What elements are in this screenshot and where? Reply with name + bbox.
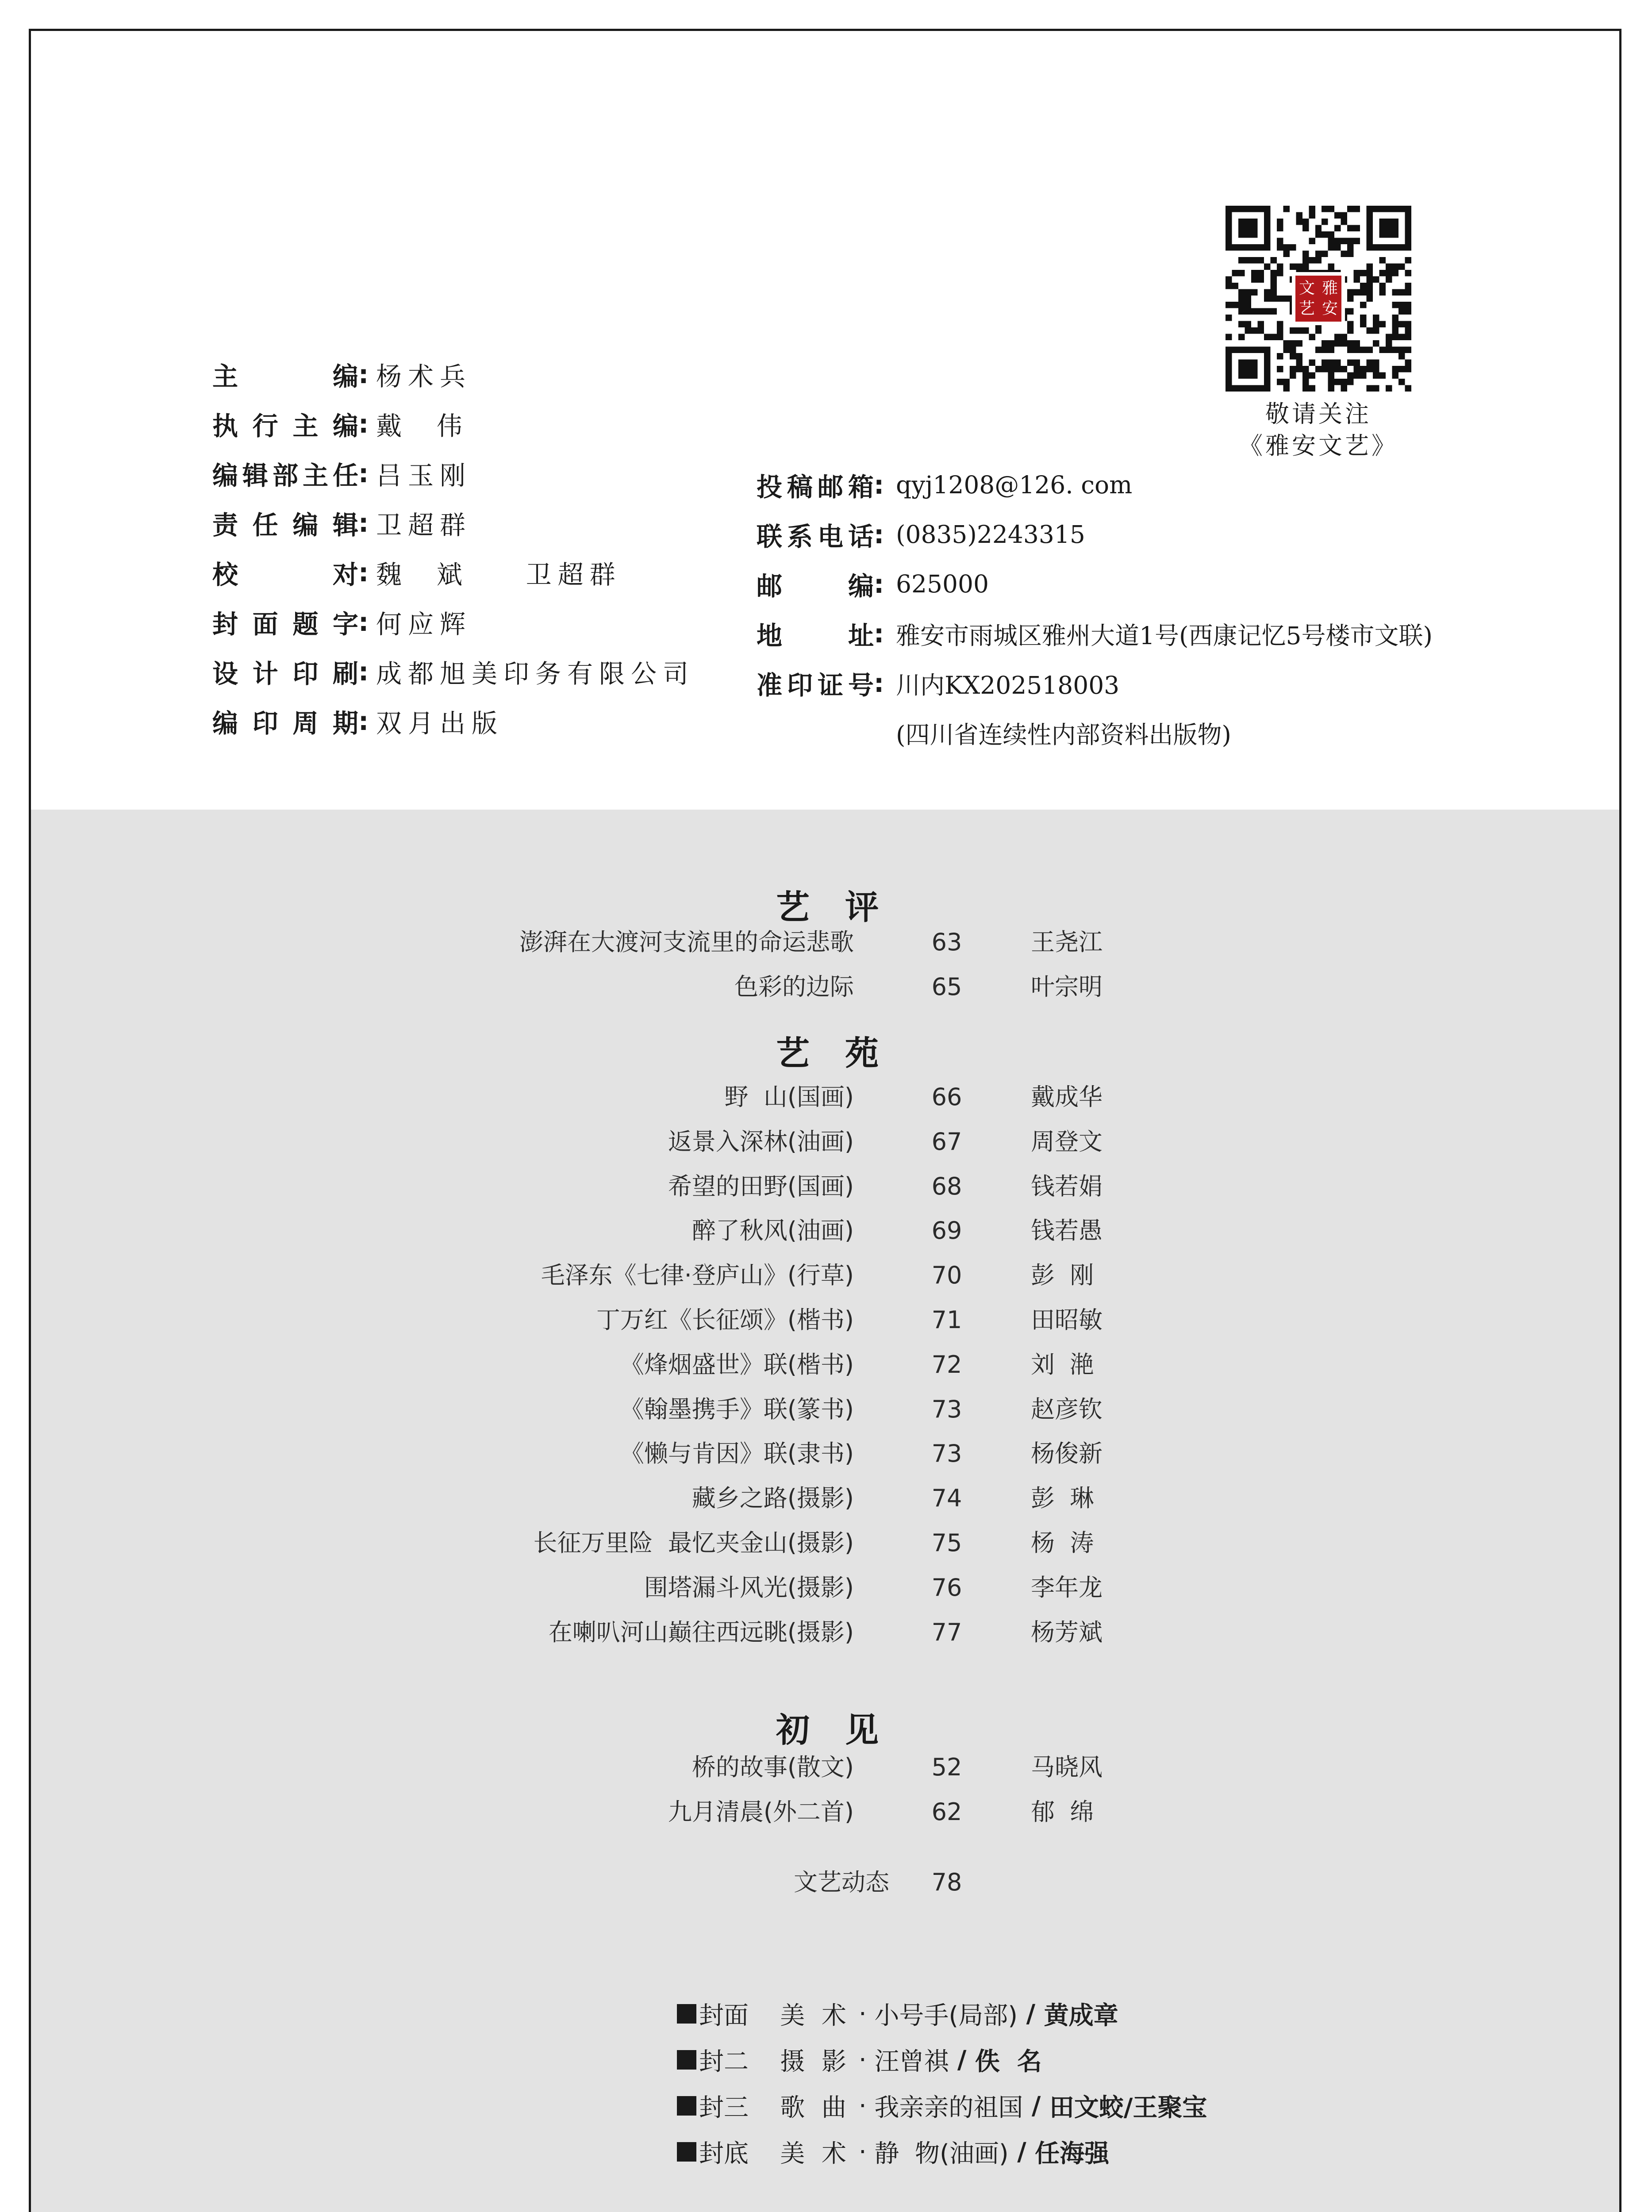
toc-entry-page: 73	[931, 1440, 962, 1468]
toc-entry-title: 《烽烟盛世》联(楷书)	[620, 1350, 854, 1379]
toc-entry-author: 叶宗明	[1031, 972, 1103, 1001]
toc-entry-author: 彭 琳	[1031, 1484, 1094, 1513]
contact-info	[757, 460, 1433, 757]
toc-entry-author: 赵彦钦	[1031, 1395, 1103, 1423]
cover-credit-row: 封底 美 术 · 静 物(油画) / 任海强	[677, 2129, 1207, 2175]
credit-label: 校 对	[212, 560, 358, 590]
logo-char: 艺	[1299, 300, 1315, 318]
toc-entry-author: 钱若愚	[1031, 1217, 1103, 1245]
cover-credits	[677, 1991, 1207, 2175]
credit-row	[212, 548, 695, 597]
contact-row	[757, 510, 1433, 559]
toc-entry-page: 68	[931, 1172, 962, 1200]
contact-value: 625000	[896, 570, 989, 598]
toc-entry-author: 杨 涛	[1031, 1529, 1094, 1557]
toc-entry[interactable]	[31, 965, 1619, 1009]
toc-entry-title: 《翰墨携手》联(篆书)	[620, 1395, 854, 1423]
toc-entry-author: 李年龙	[1031, 1573, 1103, 1601]
credit-colon: :	[358, 706, 369, 736]
credit-colon: :	[358, 409, 369, 439]
cover-work: 我亲亲的祖国	[874, 2093, 1023, 2122]
toc-entry-page: 71	[931, 1306, 962, 1334]
logo-char: 安	[1322, 300, 1338, 318]
contents-section	[31, 810, 1619, 2212]
contact-colon: :	[874, 569, 884, 599]
cover-credit-row: 封三 歌 曲 · 我亲亲的祖国 / 田文蛟/王聚宝	[677, 2083, 1207, 2129]
toc-entry[interactable]	[31, 1610, 1619, 1655]
cover-work: 汪曾祺	[874, 2047, 949, 2076]
page-frame	[29, 29, 1621, 2212]
editorial-credits	[212, 349, 695, 746]
toc-entry-page: 67	[931, 1127, 962, 1156]
toc-entry-title: 文艺动态	[794, 1868, 889, 1896]
yaan-wenyi-logo	[1292, 272, 1345, 325]
cover-position: 封面	[699, 2001, 749, 2030]
toc-entry[interactable]	[31, 920, 1619, 964]
credit-row	[212, 399, 695, 449]
credit-row	[212, 696, 695, 746]
toc-entry-page: 77	[931, 1618, 962, 1646]
toc-entry-author: 郁 绵	[1031, 1797, 1094, 1826]
toc-entry-title: 围塔漏斗风光(摄影)	[644, 1573, 854, 1601]
credit-value: 双月出版	[376, 708, 504, 738]
toc-entry-author: 杨俊新	[1031, 1440, 1103, 1468]
toc-entry-page: 73	[931, 1395, 962, 1423]
qr-code	[1226, 206, 1411, 392]
contact-row	[757, 708, 1433, 757]
credit-colon: :	[358, 458, 369, 488]
toc-entry[interactable]	[31, 1164, 1619, 1209]
credit-colon: :	[358, 508, 369, 538]
credit-label: 责 任 编 辑	[212, 510, 358, 540]
toc-entry-title: 希望的田野(国画)	[668, 1172, 854, 1200]
toc-entry-author: 周登文	[1031, 1127, 1103, 1156]
cover-position: 封底	[699, 2139, 749, 2168]
cover-category: 美 术	[780, 2139, 851, 2168]
toc-entry-author: 彭 刚	[1031, 1261, 1094, 1290]
toc-entry[interactable]	[31, 1120, 1619, 1164]
contact-value: (0835)2243315	[896, 520, 1085, 549]
contact-label: 准 印 证 号	[757, 670, 874, 700]
masthead-section	[31, 31, 1619, 810]
toc-entry[interactable]	[31, 1745, 1619, 1790]
cover-category: 美 术	[780, 2001, 851, 2030]
cover-author: 黄成章	[1044, 2001, 1118, 2030]
toc-entry-title: 九月清晨(外二首)	[668, 1797, 854, 1826]
contact-value: 雅安市雨城区雅州大道1号(西康记忆5号楼市文联)	[896, 621, 1433, 650]
credit-row	[212, 597, 695, 647]
toc-entry-wenyi-dongtai[interactable]	[31, 1860, 1619, 1905]
toc-entry-page: 70	[931, 1261, 962, 1290]
cover-credit-row: 封二 摄 影 · 汪曾祺 / 佚 名	[677, 2037, 1207, 2083]
toc-entry-page: 62	[931, 1797, 962, 1826]
toc-entry-author: 马晓风	[1031, 1753, 1103, 1781]
toc-entry-author: 王尧江	[1031, 928, 1103, 956]
square-bullet-icon	[677, 2050, 696, 2070]
toc-entry-title: 澎湃在大渡河支流里的命运悲歌	[519, 928, 854, 956]
credit-colon: :	[358, 657, 369, 687]
contact-label: 邮 编	[757, 571, 874, 601]
toc-entry-page: 74	[931, 1484, 962, 1513]
credit-row	[212, 449, 695, 498]
toc-entry[interactable]	[31, 1387, 1619, 1432]
toc-entry-author: 田昭敏	[1031, 1306, 1103, 1334]
credit-value: 何应辉	[376, 609, 472, 639]
contact-row	[757, 559, 1433, 609]
contact-colon: :	[874, 519, 884, 549]
toc-entry-title: 醉了秋风(油画)	[692, 1217, 854, 1245]
toc-entry-page: 65	[931, 972, 962, 1001]
cover-category: 摄 影	[780, 2047, 851, 2076]
toc-entry[interactable]	[31, 1476, 1619, 1521]
credit-label: 编 印 周 期	[212, 708, 358, 738]
contact-value: 川内KX202518003	[896, 671, 1120, 699]
toc-entry-page: 52	[931, 1753, 962, 1781]
toc-entry-author: 戴成华	[1031, 1083, 1103, 1111]
logo-char: 雅	[1322, 279, 1338, 297]
credit-row	[212, 647, 695, 696]
toc-section-title: 艺评	[776, 887, 914, 927]
toc-entry-title: 《懒与肯因》联(隶书)	[620, 1440, 854, 1468]
contact-value: (四川省连续性内部资料出版物)	[896, 720, 1231, 749]
toc-entry-author: 杨芳斌	[1031, 1618, 1103, 1646]
contact-row	[757, 658, 1433, 708]
toc-entry[interactable]	[31, 1343, 1619, 1387]
qr-caption-line2: 《雅安文艺》	[1239, 432, 1398, 460]
toc-entry-title: 长征万里险 最忆夹金山(摄影)	[533, 1529, 854, 1557]
cover-credit-row: 封面 美 术 · 小号手(局部) / 黄成章	[677, 1991, 1207, 2037]
toc-section-title: 艺苑	[776, 1033, 914, 1073]
contact-label: 联 系 电 话	[757, 522, 874, 552]
toc-entry[interactable]	[31, 1253, 1619, 1298]
toc-entry[interactable]	[31, 1209, 1619, 1253]
contact-label: 地 址	[757, 621, 874, 651]
square-bullet-icon	[677, 2004, 696, 2024]
toc-entry-page: 75	[931, 1529, 962, 1557]
credit-colon: :	[358, 607, 369, 637]
square-bullet-icon	[677, 2142, 696, 2162]
credit-row	[212, 349, 695, 399]
toc-section-title: 初见	[776, 1710, 914, 1750]
toc-entry-page: 63	[931, 928, 962, 956]
credit-row	[212, 498, 695, 548]
toc-entry[interactable]	[31, 1432, 1619, 1476]
toc-entry[interactable]	[31, 1075, 1619, 1119]
toc-entry-title: 返景入深林(油画)	[668, 1127, 854, 1156]
toc-entry[interactable]	[31, 1566, 1619, 1610]
contact-label: 投 稿 邮 箱	[757, 472, 874, 502]
contact-colon: :	[874, 668, 884, 698]
contact-row	[757, 609, 1433, 658]
toc-entry[interactable]	[31, 1298, 1619, 1342]
cover-author: 佚 名	[975, 2047, 1042, 2076]
cover-position: 封二	[699, 2047, 749, 2076]
logo-char: 文	[1299, 279, 1315, 297]
credit-label: 编 辑 部 主 任	[212, 461, 358, 491]
toc-entry-author: 钱若娟	[1031, 1172, 1103, 1200]
contact-colon: :	[874, 618, 884, 649]
cover-work: 小号手(局部)	[874, 2001, 1018, 2030]
toc-entry-title: 丁万红《长征颂》(楷书)	[596, 1306, 854, 1334]
credit-value: 成都旭美印务有限公司	[376, 659, 695, 689]
cover-work: 静 物(油画)	[874, 2139, 1009, 2168]
contact-value: qyj1208@126. com	[896, 471, 1133, 499]
toc-entry-title: 色彩的边际	[734, 972, 854, 1001]
credit-label: 主 编	[212, 361, 358, 392]
credit-label: 执 行 主 编	[212, 411, 358, 441]
toc-entry[interactable]	[31, 1521, 1619, 1565]
toc-entry-page: 78	[931, 1868, 962, 1896]
credit-value: 卫超群	[376, 510, 472, 540]
toc-entry-page: 66	[931, 1083, 962, 1111]
credit-label: 设 计 印 刷	[212, 659, 358, 689]
qr-caption-line1: 敬请关注	[1265, 400, 1372, 428]
contact-colon: :	[874, 470, 884, 500]
toc-entry-title: 藏乡之路(摄影)	[692, 1484, 854, 1513]
toc-entry-page: 69	[931, 1217, 962, 1245]
cover-category: 歌 曲	[780, 2093, 851, 2122]
credit-label: 封 面 题 字	[212, 609, 358, 639]
toc-entry-title: 在喇叭河山巅往西远眺(摄影)	[548, 1618, 854, 1646]
contact-row	[757, 460, 1433, 510]
credit-value: 杨术兵	[376, 361, 472, 392]
toc-entry-author: 刘 滟	[1031, 1350, 1094, 1379]
toc-entry[interactable]	[31, 1790, 1619, 1834]
toc-entry-page: 76	[931, 1573, 962, 1601]
credit-value: 戴 伟	[376, 411, 469, 441]
toc-entry-title: 毛泽东《七律·登庐山》(行草)	[541, 1261, 854, 1290]
credit-value: 魏 斌 卫超群	[376, 560, 622, 590]
cover-author: 田文蛟/王聚宝	[1049, 2093, 1207, 2122]
credit-colon: :	[358, 359, 369, 389]
square-bullet-icon	[677, 2096, 696, 2116]
toc-entry-page: 72	[931, 1350, 962, 1379]
credit-colon: :	[358, 557, 369, 588]
cover-position: 封三	[699, 2093, 749, 2122]
cover-author: 任海强	[1035, 2139, 1110, 2168]
credit-value: 吕玉刚	[376, 461, 472, 491]
toc-entry-title: 野 山(国画)	[724, 1083, 854, 1111]
toc-entry-title: 桥的故事(散文)	[692, 1753, 854, 1781]
qr-caption	[1190, 398, 1447, 462]
